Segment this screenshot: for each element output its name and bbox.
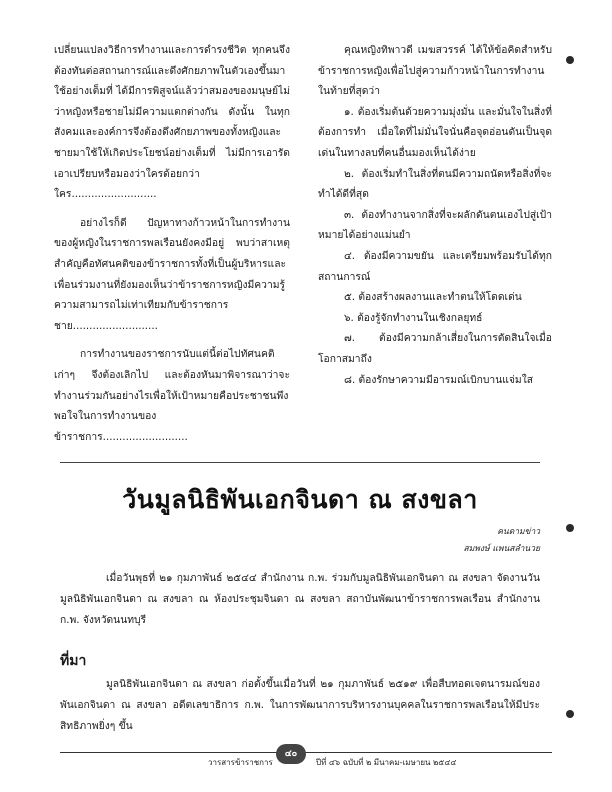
- left-paragraph-2: อย่างไรก็ดี ปัญหาทางก้าวหน้าในการทำงานของผู้หญิงในราชการพลเรือนยังคงมีอยู่ พบว่าสาเหตุสำคัญคือทัศนคติของข้าราชการทั้งที่เป็นผู้บริหารและเพื่อนร่วมงานที่ยังมองเห็นว่าข้าราชการหญิงมีความรู้ความสามารถไม่เท่าเทียมกับข้าราชการชาย..........................: [54, 216, 290, 332]
- byline-role: คนดามข่าว: [497, 527, 540, 537]
- article-paragraph-2: มูลนิธิพันเอกจินดา ณ สงขลา ก่อตั้งขึ้นเมื่อวันที่ ๒๑ กุมภาพันธ์ ๒๕๑๙ เพื่อสืบทอดเจตนารมณ์ของพันเอกจินดา ณ สงขลา อดีตเลขาธิการ ก.พ. ในการพัฒนาการบริหารงานบุคคลในราชการพลเรือนให้มีประสิทธิภาพยิ่งๆ ขึ้น: [60, 678, 540, 732]
- binder-hole-top: [566, 56, 574, 64]
- journal-name: วารสารข้าราชการ: [208, 758, 273, 767]
- byline-name: สมพงษ์ แพนสลำนวย: [463, 544, 540, 554]
- advice-item-4: ๔. ต้องมีความขยัน และเตรียมพร้อมรับได้ทุกสถานการณ์: [318, 249, 552, 283]
- footer-rule: [60, 752, 552, 753]
- advice-item-7: ๗. ต้องมีความกล้าเสี่ยงในการตัดสินใจเมื่อโอกาสมาถึง: [318, 332, 552, 365]
- page-number: ๔๐: [276, 744, 306, 764]
- article-body-1: [60, 568, 540, 631]
- right-column: [318, 40, 552, 390]
- article-paragraph-1: เมื่อวันพุธที่ ๒๑ กุมภาพันธ์ ๒๕๔๔ สำนักงาน ก.พ. ร่วมกับมูลนิธิพันเอกจินดา ณ สงขลา จัดงานวันมูลนิธิพันเอกจินดา ณ สงขลา ณ ห้องประชุมจินดา ณ สงขลา สถาบันพัฒนาข้าราชการพลเรือน สำนักงาน ก.พ. จังหวัดนนทบุรี: [60, 572, 540, 626]
- advice-item-3: ๓. ต้องทำงานจากสิ่งที่จะผลักดันตนเองไปสู่เป้าหมายได้อย่างแม่นยำ: [318, 208, 552, 242]
- advice-item-1: ๑. ต้องเริ่มต้นด้วยความมุ่งมั่น และมั่นใจในสิ่งที่ต้องการทำ เมื่อใดที่ไม่มั่นใจนั่นคือจุดอ่อนดันเป็นจุดเด่นในทางลบที่คนอื่นมองเห็นได้ง่าย: [318, 105, 552, 159]
- binder-hole-middle: [566, 524, 574, 532]
- issue-info: ปีที่ ๔๖ ฉบับที่ ๒ มีนาคม-เมษายน ๒๕๔๔: [316, 758, 457, 767]
- left-paragraph-1: เปลี่ยนแปลงวิธีการทำงานและการดำรงชีวิต ทุกคนจึงต้องทันต่อสถานการณ์และดึงศักยภาพในตัวเองขึ้นมาใช้อย่างเต็มที่ ได้มีการพิสูจน์แล้วว่าสมองของมนุษย์ไม่ว่าหญิงหรือชายไม่มีความแตกต่างกัน ดังนั้น ในทุกสังคมและองค์การจึงต้องดึงศักยภาพของทั้งหญิงและชายมาใช้ให้เกิดประโยชน์อย่างเต็มที่ ไม่มีการเอารัดเอาเปรียบหรือมองว่าใครด้อยกว่าใคร..........................: [54, 44, 290, 201]
- section-heading-origin: ที่มา: [60, 653, 87, 669]
- left-column: [54, 40, 290, 447]
- article-title: วันมูลนิธิพันเอกจินดา ณ สงขลา: [122, 485, 478, 514]
- right-intro: คุณหญิงทิพาวดี เมฆสวรรค์ ได้ให้ข้อคิดสำหรับข้าราชการหญิงเพื่อไปสู่ความก้าวหน้าในการทำงานในท้ายที่สุดว่า: [318, 44, 552, 98]
- article-body-2: [60, 674, 540, 737]
- left-paragraph-3: การทำงานของราชการนับแต่นี้ต่อไปทัศนคติเก่าๆ จึงต้องเลิกไป และต้องหันมาพิจารณาว่าจะทำงานร่วมกันอย่างไรเพื่อให้เป้าหมายคือประชาชนพึงพอใจในการทำงานของข้าราชการ..........................: [54, 348, 290, 443]
- section-divider: [60, 462, 540, 463]
- binder-hole-bottom: [566, 710, 574, 718]
- advice-item-8: ๘. ต้องรักษาความมีอารมณ์เบิกบานแจ่มใส: [344, 373, 534, 386]
- advice-item-2: ๒. ต้องเริ่มทำในสิ่งที่ตนมีความถนัดหรือสิ่งที่จะทำได้ดีที่สุด: [318, 167, 552, 201]
- advice-item-6: ๖. ต้องรู้จักทำงานในเชิงกลยุทธ์: [344, 311, 483, 324]
- advice-item-5: ๕. ต้องสร้างผลงานและทำตนให้โดดเด่น: [344, 291, 522, 304]
